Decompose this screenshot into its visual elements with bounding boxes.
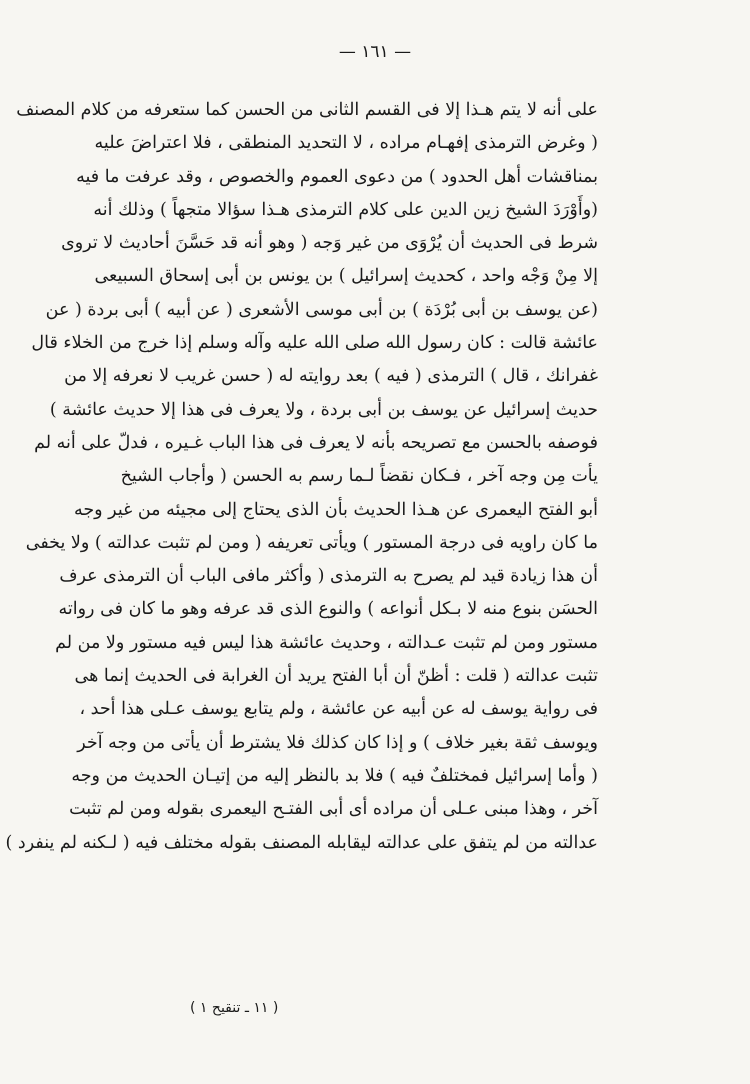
text-line: (عن يوسف بن أبى بُرْدَة ) بن أبى موسى الأشعرى ( عن أبيه ) أبى بردة ( عن <box>45 299 598 320</box>
text-line: فى رواية يوسف له عن أبيه عن عائشة ، ولم يتابع يوسف عـلى هذا أحد ، <box>79 699 598 720</box>
page-number: — ١٦١ — <box>338 42 412 62</box>
text-line: ويوسف ثقة بغير خلاف ) و إذا كان كذلك فلا يشترط أن يأتى من وجه آخر <box>77 732 598 753</box>
text-line: فوصفه بالحسن مع تصريحه بأنه لا يعرف فى هذا الباب غـيره ، فدلّ على أنه لم <box>34 432 598 453</box>
text-line: غفرانك ، قال ) الترمذى ( فيه ) بعد روايته له ( حسن غريب لا نعرفه إلا من <box>64 366 598 387</box>
text-line: ( وغرض الترمذى إفهـام مراده ، لا التحديد المنطقى ، فلا اعتراضَ عليه <box>94 133 598 154</box>
text-line: تثبت عدالته ( قلت : أظنّ أن أبا الفتح يريد أن الغرابة فى الحديث إنما هى <box>74 666 598 687</box>
text-line: إلا مِنْ وَجْه واحد ، كحديث إسرائيل ) بن يونس بن أبى إسحاق السبيعى <box>94 266 598 287</box>
text-line: مستور ومن لم تثبت عـدالته ، وحديث عائشة هذا ليس فيه مستور ولا من لم <box>55 632 598 653</box>
text-line: بمناقشات أهل الحدود ) من دعوى العموم والخصوص ، وقد عرفت ما فيه <box>76 166 598 187</box>
text-line: ما كان راويه فى درجة المستور ) ويأتى تعريفه ( ومن لم تثبت عدالته ) ولا يخفى <box>25 532 598 553</box>
text-line: أن هذا زيادة قيد لم يصرح به الترمذى ( وأكثر مافى الباب أن الترمذى عرف <box>59 566 598 587</box>
signature-mark: ( ١١ ـ تنقيح ١ ) <box>190 1000 279 1016</box>
text-line: شرط فى الحديث أن يُرْوَى من غير وَجه ( وهو أنه قد حَسَّنَ أحاديث لا تروى <box>61 233 598 254</box>
text-line: حديث إسرائيل عن يوسف بن أبى بردة ، ولا يعرف فى هذا إلا حديث عائشة ) <box>49 399 598 420</box>
text-line: يأت مِن وجه آخر ، فـكان نقضاً لـما رسم به الحسن ( وأجاب الشيخ <box>120 466 598 487</box>
body-text <box>5 94 598 860</box>
text-line: (وأَوْرَدَ الشيخ زين الدين على كلام الترمذى هـذا سؤالا متجهاً ) وذلك أنه <box>93 199 598 220</box>
text-line: ( وأما إسرائيل فمختلفٌ فيه ) فلا بد بالنظر إليه من إتيـان الحديث من وجه <box>71 765 598 786</box>
text-line: عائشة قالت : كان رسول الله صلى الله عليه وآله وسلم إذا خرج من الخلاء قال <box>31 333 598 354</box>
text-line: أبو الفتح اليعمرى عن هـذا الحديث بأن الذى يحتاج إلى مجيئه من غير وجه <box>73 499 598 520</box>
text-line: عدالته من لم يتفق على عدالته ليقابله المصنف بقوله مختلف فيه ( لـكنه لم ينفرد ) <box>5 832 598 853</box>
text-line: آخر ، وهذا مبنى عـلى أن مراده أى أبى الفتـح اليعمرى بقوله ومن لم تثبت <box>69 799 598 820</box>
text-line: الحسَن بنوع منه لا بـكل أنواعه ) والنوع الذى قد عرفه وهو ما كان فى رواته <box>58 599 598 620</box>
text-line: على أنه لا يتم هـذا إلا فى القسم الثانى من الحسن كما ستعرفه من كلام المصنف <box>16 100 598 120</box>
